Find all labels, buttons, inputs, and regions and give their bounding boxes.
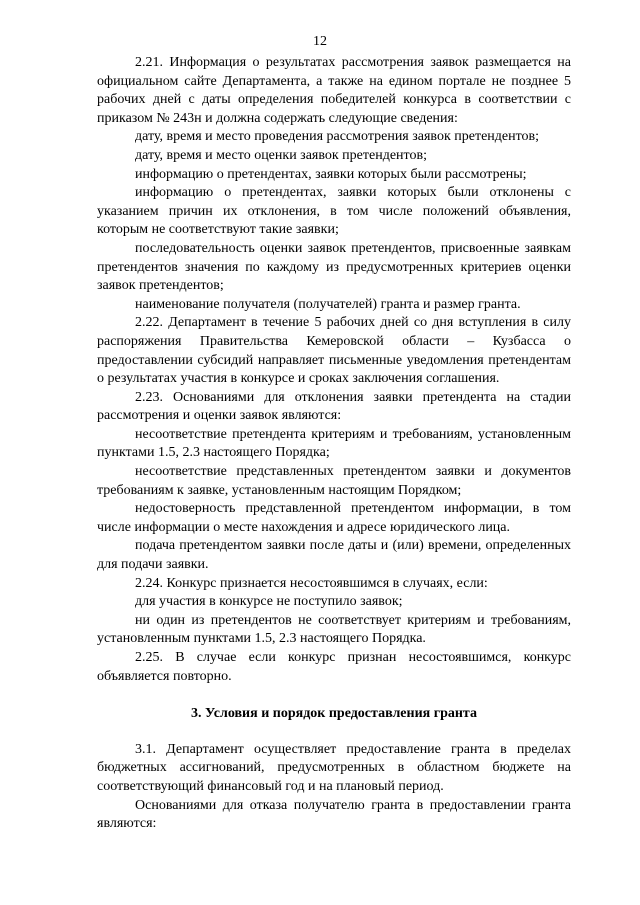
paragraph-2-22: 2.22. Департамент в течение 5 рабочих дней со дня вступления в силу распоряжения Правительства Кемеровской области – Кузбасса о предоставлении субсидий направляет письменные уведомления претендентам о результатах участия в конкурсе и сроках заключения соглашения. <box>97 315 571 387</box>
list-item: наименование получателя (получателей) гранта и размер гранта. <box>135 296 521 312</box>
paragraph-2-25: 2.25. В случае если конкурс признан несостоявшимся, конкурс объявляется повторно. <box>97 650 571 684</box>
document-body <box>97 54 571 834</box>
page-number: 12 <box>313 34 327 49</box>
list-item: для участия в конкурсе не поступило заявок; <box>135 594 403 610</box>
paragraph-3-1: 3.1. Департамент осуществляет предоставление гранта в пределах бюджетных ассигнований, предусмотренных в областном бюджете на соответствующий финансовый год и на плановый период. <box>97 741 571 794</box>
list-item: дату, время и место оценки заявок претендентов; <box>135 147 427 163</box>
paragraph-2-21: 2.21. Информация о результатах рассмотрения заявок размещается на официальном сайте Департамента, а также на едином портале не позднее 5 рабочих дней с даты определения победителей конкурса в соответствии с приказом № 243н и должна содержать следующие сведения: <box>97 55 571 126</box>
list-item: последовательность оценки заявок претендентов, присвоенные заявкам претендентов значения по каждому из предусмотренных критериев оценки заявок претендентов; <box>97 240 571 294</box>
list-item: несоответствие претендента критериям и требованиям, установленным пунктами 1.5, 2.3 настоящего Порядка; <box>97 426 571 461</box>
paragraph: Основаниями для отказа получателю гранта в предоставлении гранта являются: <box>97 797 571 832</box>
list-item: подача претендентом заявки после даты и (или) времени, определенных для подачи заявки. <box>97 538 571 573</box>
paragraph-2-23: 2.23. Основаниями для отклонения заявки претендента на стадии рассмотрения и оценки заявок являются: <box>97 389 571 424</box>
list-item: несоответствие представленных претендентом заявки и документов требованиям к заявке, установленным настоящим Порядком; <box>97 464 571 498</box>
list-item: информацию о претендентах, заявки которых были отклонены с указанием причин их отклонения, в том числе положений объявления, которым не соответствуют такие заявки; <box>97 185 571 238</box>
list-item: ни один из претендентов не соответствует критериям и требованиям, установленным пунктами 1.5, 2.3 настоящего Порядка. <box>97 612 571 647</box>
paragraph-2-24: 2.24. Конкурс признается несостоявшимся в случаях, если: <box>135 575 488 591</box>
list-item: недостоверность представленной претендентом информации, в том числе информации о месте нахождения и адресе юридического лица. <box>97 501 571 535</box>
section-heading: 3. Условия и порядок предоставления гранта <box>191 706 477 722</box>
list-item: информацию о претендентах, заявки которых были рассмотрены; <box>135 166 527 182</box>
list-item: дату, время и место проведения рассмотрения заявок претендентов; <box>135 129 540 145</box>
